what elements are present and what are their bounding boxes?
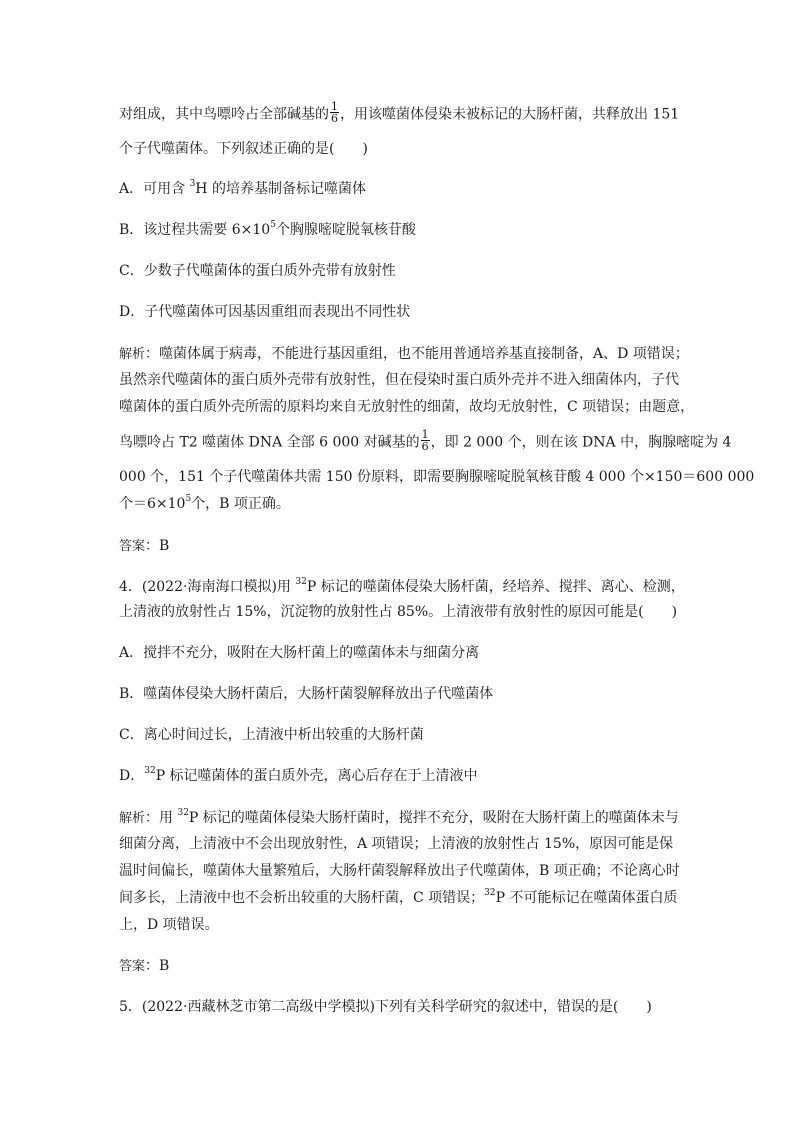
q4-stem-line-2: 上清液的放射性占 15%，沉淀物的放射性占 85%。上清液带有放射性的原因可能是( )	[119, 604, 678, 620]
q3-option-b: B．该过程共需要 $6\times 10^5$个胸腺嘧啶脱氧核苷酸	[119, 220, 416, 238]
q3-analysis-line-6: 个$=6\times 10^5$个，B 项正确。	[119, 494, 290, 512]
q4-answer: 答案：B	[119, 958, 170, 974]
q3-analysis-line-2: 虽然亲代噬菌体的蛋白质外壳带有放射性，但在侵染时蛋白质外壳并不进入细菌体内，子代	[119, 372, 679, 388]
q3-analysis-line-5: 000 个，151 个子代噬菌体共需 150 份原料，即需要胸腺嘧啶脱氧核苷酸 4 000 个×150＝600 000	[119, 469, 755, 485]
q5-stem: 5．(2022·西藏林芝市第二高级中学模拟)下列有关科学研究的叙述中，错误的是( )	[119, 999, 652, 1015]
q4-stem-line-1: 4．(2022·海南海口模拟)用 $^{32}$P 标记的噬菌体侵染大肠杆菌，经培养、搅拌、离心、检测，	[119, 577, 685, 595]
q4-option-b: B．噬菌体侵染大肠杆菌后，大肠杆菌裂解释放出子代噬菌体	[119, 686, 494, 702]
q3-option-a: A．可用含 $^3$H 的培养基制备标记噬菌体	[119, 179, 366, 197]
q4-option-d: D．$^{32}$P 标记噬菌体的蛋白质外壳，离心后存在于上清液中	[119, 766, 478, 784]
q3-stem-line-2: 个子代噬菌体。下列叙述正确的是( )	[119, 141, 368, 157]
answer-label: 答案	[119, 959, 146, 974]
analysis-label: 解析	[119, 811, 146, 826]
q4-analysis-line-4: 间多长，上清液中也不会析出较重的大肠杆菌，C 项错误；$^{32}$P 不可能标记在噬菌体蛋白质	[119, 888, 678, 906]
q3-option-d: D．子代噬菌体可因基因重组而表现出不同性状	[119, 304, 411, 320]
fraction: $\frac{1}{6}$	[331, 100, 338, 125]
q3-stem-line-1: 对组成，其中鸟嘌呤占全部碱基的 $\frac{1}{6}$ ，用该噬菌体侵染未被标记的大肠杆菌，共释放出 151	[119, 100, 680, 125]
q3-analysis-line-1: 解析：噬菌体属于病毒，不能进行基因重组，也不能用普通培养基直接制备，A、D 项错误；	[119, 346, 689, 362]
q4-analysis-line-2: 细菌分离，上清液中不会出现放射性，A 项错误；上清液的放射性占 15%，原因可能是保	[119, 836, 674, 852]
q4-option-a: A．搅拌不充分，吸附在大肠杆菌上的噬菌体未与细菌分离	[119, 645, 480, 661]
answer-label: 答案	[119, 539, 146, 554]
analysis-label: 解析	[119, 347, 146, 362]
q4-analysis-line-3: 温时间偏长，噬菌体大量繁殖后，大肠杆菌裂解释放出子代噬菌体，B 项正确；不论离心时	[119, 863, 680, 879]
q4-analysis-line-5: 上，D 项错误。	[119, 917, 219, 933]
fraction: $\frac{1}{6}$	[421, 428, 429, 453]
q3-answer: 答案：B	[119, 538, 170, 554]
q4-analysis-line-1: 解析：用 $^{32}$P 标记的噬菌体侵染大肠杆菌时，搅拌不充分，吸附在大肠杆菌上的噬菌体未与	[119, 808, 679, 826]
q3-analysis-line-4: 鸟嘌呤占 T2 噬菌体 DNA 全部 6 000 对碱基的 $\frac{1}{6}$ ，即 2 000 个，则在该 DNA 中，胸腺嘧啶为 4	[119, 428, 732, 453]
q4-option-c: C．离心时间过长，上清液中析出较重的大肠杆菌	[119, 727, 424, 743]
q3-option-c: C．少数子代噬菌体的蛋白质外壳带有放射性	[119, 263, 396, 279]
q3-analysis-line-3: 噬菌体的蛋白质外壳所需的原料均来自无放射性的细菌，故均无放射性，C 项错误；由题意，	[119, 399, 695, 415]
